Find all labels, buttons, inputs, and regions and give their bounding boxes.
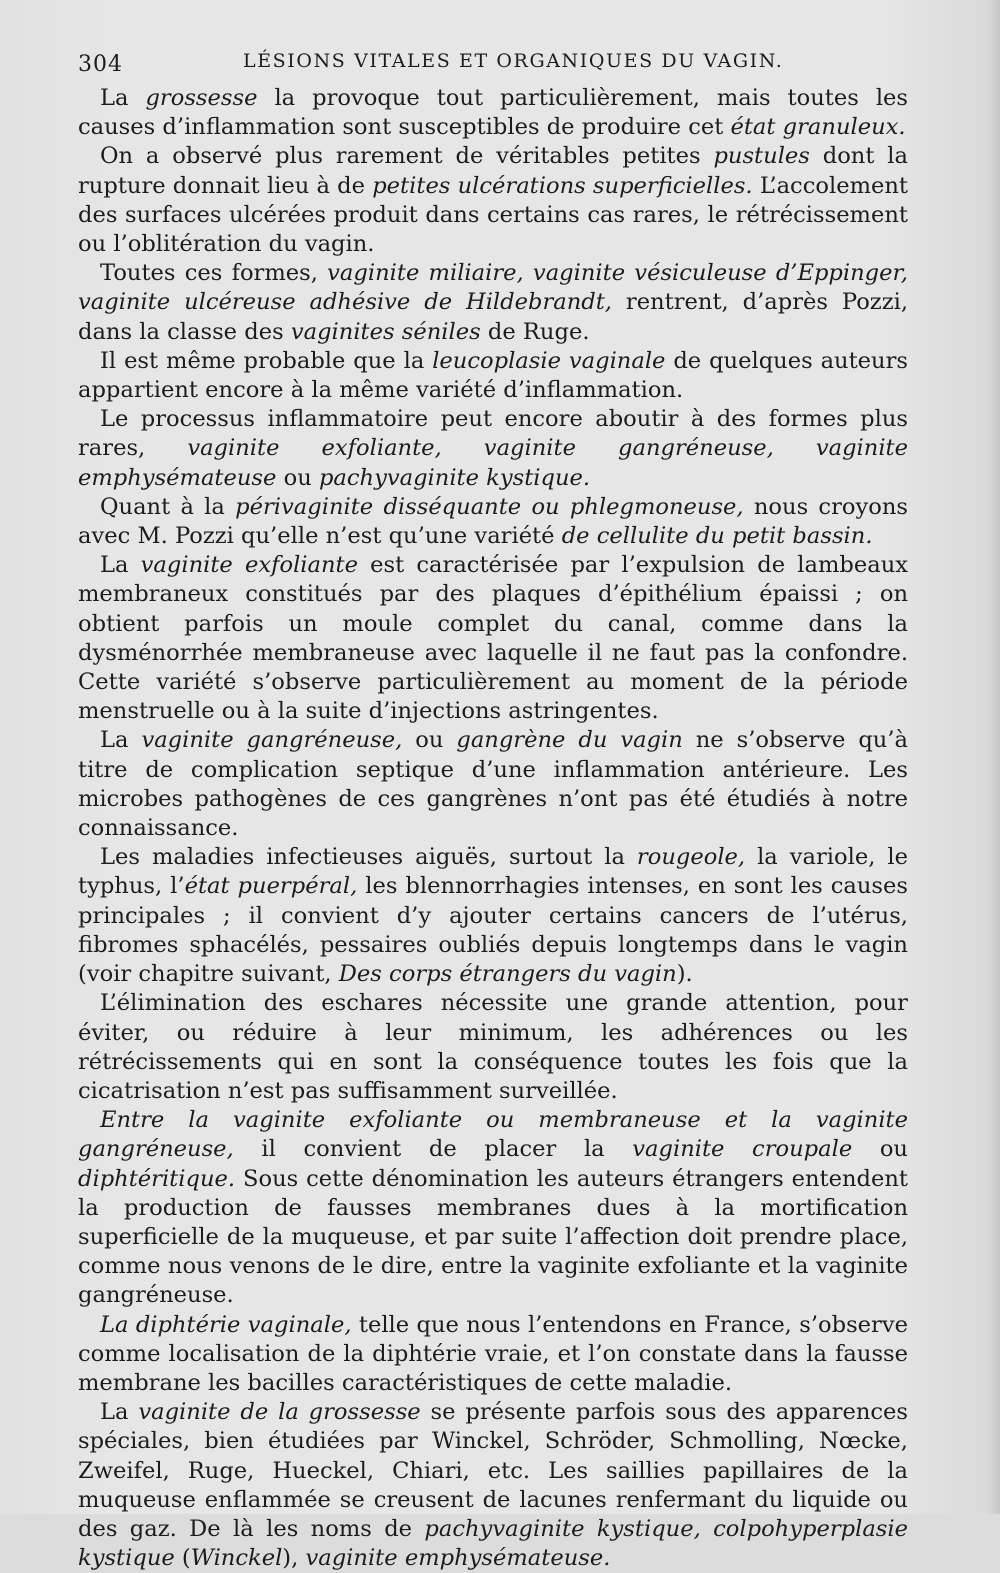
paragraph <box>78 726 908 843</box>
italic-text-run: état granuleux. <box>730 114 906 141</box>
italic-text-run: La diphtérie vaginale, <box>100 1311 352 1338</box>
italic-text-run: pachyvaginite kystique, colpohyperplasie kystique <box>78 1515 908 1572</box>
text-run: est caractérisée par l’expulsion de lambeaux membraneux constitués par des plaques d’épithélium épaissi ; on obtient parfois un moule complet du canal, comme dans la dysménorrhée membraneuse avec laquelle il ne faut pas la confondre. Cette variété s’observe particulièrement au moment de la période menstruelle ou à la suite d’injections astringentes. <box>78 552 908 725</box>
italic-text-run: pustules <box>713 143 810 170</box>
text-run: les blennorrhagies intenses, en sont les causes principales ; il convient d’y ajouter certains cancers de l’utérus, fibromes sphacélés, pessaires oubliés depuis longtemps dans le vagin (voir chapitre suivant, <box>78 873 908 988</box>
italic-text-run: vaginite exfoliante <box>140 552 358 579</box>
page-number: 304 <box>78 52 123 77</box>
text-run: se présente parfois sous des apparences spéciales, bien étudiées par Winckel, Schröder, Schmolling, Nœcke, Zweifel, Ruge, Hueckel, Chiari, etc. Les saillies papillaires de la muqueuse enflammée se creusent de lacunes renfermant du liquide ou des gaz. De là les noms de <box>78 1399 909 1542</box>
text-run: nous croyons avec M. Pozzi qu’elle n’est qu’une variété <box>78 493 909 550</box>
paragraph <box>78 1398 908 1573</box>
italic-text-run: gangrène du vagin <box>456 727 683 754</box>
text-run: On a observé plus rarement de véritables petites <box>100 143 714 170</box>
text-run: de Ruge. <box>480 318 590 345</box>
italic-text-run: Des corps étrangers du vagin <box>338 961 677 988</box>
text-run: La <box>100 552 141 579</box>
text-run: La <box>100 85 146 111</box>
text-run: rentrent, d’après Pozzi, dans la classe des <box>78 289 909 345</box>
text-run: L’accolement des surfaces ulcérées produit dans certains cas rares, le rétrécissement ou l’oblitération du vagin. <box>78 172 908 258</box>
text-run: L’élimination des eschares nécessite une grande attention, pour éviter, ou réduire à leur minimum, les adhérences ou les rétrécissements qui en sont la conséquence toutes les fois que la cicatrisation n’est pas suffisamment surveillée. <box>78 990 908 1104</box>
italic-text-run: vaginite gangréneuse, <box>141 727 403 754</box>
text-run: ), <box>282 1545 306 1572</box>
paragraph <box>78 347 908 405</box>
italic-text-run: état puerpéral, <box>184 873 358 900</box>
text-run: la variole, le typhus, l’ <box>78 844 908 900</box>
page-edge-shadow <box>986 0 1000 1514</box>
italic-text-run: vaginite miliaire, vaginite vésiculeuse d’Eppinger, vaginite ulcéreuse adhésive de Hildebrandt, <box>78 260 908 316</box>
italic-text-run: rougeole, <box>636 844 746 871</box>
paragraph <box>78 142 908 259</box>
text-run: Sous cette dénomination les auteurs étrangers entendent la production de fausses membranes dues à la mortification superficielle de la muqueuse, et par suite l’affection doit prendre place, comme nous venons de le dire, entre la vaginite exfoliante et la vaginite gangréneuse. <box>78 1165 908 1309</box>
italic-text-run: grossesse <box>145 85 258 111</box>
text-run: La <box>100 1399 139 1426</box>
paragraph <box>78 551 908 726</box>
text-run: Il est même probable que la <box>100 347 433 374</box>
italic-text-run: pachyvaginite kystique. <box>318 464 591 491</box>
italic-text-run: Winckel <box>190 1545 283 1572</box>
italic-text-run: vaginite de la grossesse <box>138 1399 421 1426</box>
text-run: ou <box>852 1136 908 1163</box>
paragraph <box>78 1106 908 1310</box>
italic-text-run: vaginite emphysémateuse. <box>305 1545 611 1572</box>
italic-text-run: vaginite exfoliante, vaginite gangréneuse, vaginite emphysémateuse <box>78 435 909 491</box>
italic-text-run: vaginites séniles <box>290 318 481 345</box>
paragraph <box>78 405 908 493</box>
paragraph <box>78 1311 908 1399</box>
page-header <box>78 48 908 84</box>
body-text <box>78 84 908 1573</box>
text-run: il convient de placer la <box>233 1136 633 1163</box>
text-run: de quelques auteurs appartient encore à la même variété d’inflammation. <box>78 347 909 404</box>
text-run: ne s’observe qu’à titre de complication septique d’une inflammation antérieure. Les microbes pathogènes de ces gangrènes n’ont pas été étudiés à notre connaissance. <box>78 727 908 842</box>
text-run: la provoque tout particulièrement, mais toutes les causes d’inflammation sont susceptibles de produire cet <box>78 85 909 141</box>
italic-text-run: périvaginite disséquante ou phlegmoneuse, <box>235 493 744 520</box>
paragraph <box>78 989 908 1106</box>
text-run: Les maladies infectieuses aiguës, surtout la <box>100 844 637 871</box>
text-run: telle que nous l’entendons en France, s’observe comme localisation de la diphtérie vraie, et l’on constate dans la fausse membrane les bacilles caractéristiques de cette maladie. <box>78 1311 908 1396</box>
text-run: ( <box>174 1545 191 1572</box>
paragraph <box>78 843 908 989</box>
italic-text-run: leucoplasie vaginale <box>432 347 666 374</box>
text-run: La <box>100 727 142 754</box>
italic-text-run: de cellulite du petit bassin. <box>561 523 873 550</box>
italic-text-run: diphtéritique. <box>78 1165 236 1192</box>
text-run: dont la rupture donnait lieu à de <box>78 143 908 199</box>
paragraph <box>78 259 908 347</box>
text-run: Le processus inflammatoire peut encore aboutir à des formes plus rares, <box>78 406 908 462</box>
text-run: Toutes ces formes, <box>100 260 328 287</box>
italic-text-run: petites ulcérations superficielles. <box>372 172 753 199</box>
running-head: LÉSIONS VITALES ET ORGANIQUES DU VAGIN. <box>243 50 784 72</box>
text-run: ou <box>276 464 319 491</box>
italic-text-run: vaginite croupale <box>632 1136 853 1163</box>
paragraph <box>78 493 908 551</box>
text-run: ). <box>676 961 693 988</box>
italic-text-run: Entre la vaginite exfoliante ou membraneuse et la vaginite gangréneuse, <box>78 1107 908 1163</box>
paragraph <box>78 84 908 142</box>
text-run: ou <box>402 727 457 754</box>
text-run: Quant à la <box>100 493 236 520</box>
